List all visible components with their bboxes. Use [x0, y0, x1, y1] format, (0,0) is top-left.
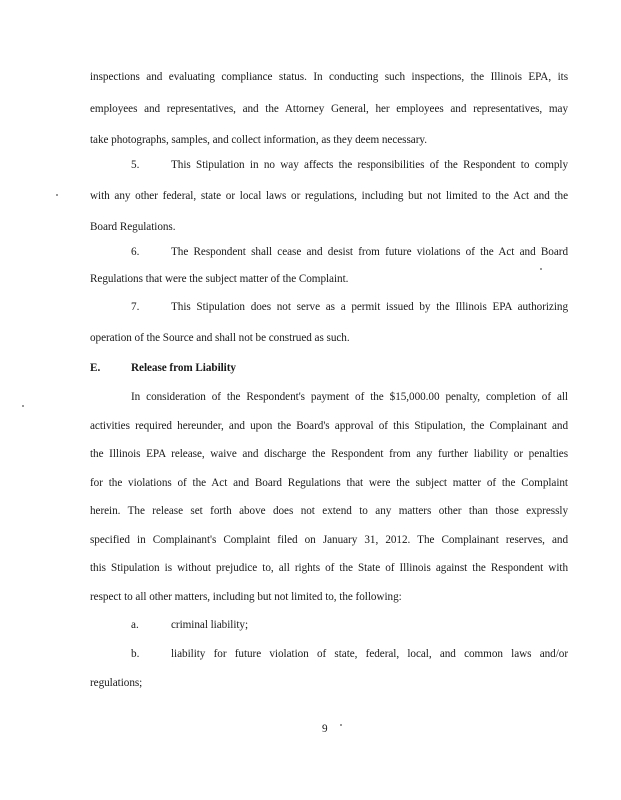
- item-number-7: 7.: [131, 301, 140, 313]
- section-letter: E.: [90, 362, 101, 374]
- release-line-6: specified in Complainant's Complaint filed on January 31, 2012. The Complainant reserves, and: [90, 534, 568, 546]
- item-5-line-1: This Stipulation in no way affects the responsibilities of the Respondent to comply: [171, 159, 568, 171]
- scan-speck: [340, 724, 342, 726]
- paragraph-line-3: take photographs, samples, and collect information, as they deem necessary.: [90, 134, 427, 146]
- scan-speck: [56, 194, 58, 196]
- item-7-line-1: This Stipulation does not serve as a permit issued by the Illinois EPA authorizing: [171, 301, 568, 313]
- paragraph-line-2: employees and representatives, and the Attorney General, her employees and representatives, may: [90, 103, 568, 115]
- paragraph-line-1: inspections and evaluating compliance status. In conducting such inspections, the Illinois EPA, its: [90, 71, 568, 83]
- release-line-3: the Illinois EPA release, waive and discharge the Respondent from any further liability or penalties: [90, 448, 568, 460]
- list-marker-a: a.: [131, 619, 139, 631]
- scan-speck: [22, 405, 24, 407]
- list-item-a: criminal liability;: [171, 619, 249, 631]
- release-line-4: for the violations of the Act and Board Regulations that were the subject matter of the Complaint: [90, 477, 568, 489]
- release-line-5: herein. The release set forth above does not extend to any matters other than those expressly: [90, 505, 568, 517]
- item-5-line-2: with any other federal, state or local laws or regulations, including but not limited to the Act and the: [90, 190, 568, 202]
- item-number-5: 5.: [131, 159, 140, 171]
- item-6-line-2: Regulations that were the subject matter of the Complaint.: [90, 273, 349, 285]
- release-line-1: In consideration of the Respondent's payment of the $15,000.00 penalty, completion of all: [131, 391, 568, 403]
- release-line-2: activities required hereunder, and upon the Board's approval of this Stipulation, the Complainant and: [90, 420, 568, 432]
- scan-speck: [540, 268, 542, 270]
- item-6-line-1: The Respondent shall cease and desist from future violations of the Act and Board: [171, 246, 568, 258]
- item-number-6: 6.: [131, 246, 140, 258]
- section-heading: Release from Liability: [131, 362, 236, 374]
- list-item-b-line-1: liability for future violation of state, federal, local, and common laws and/or: [171, 648, 568, 660]
- release-line-7: this Stipulation is without prejudice to, all rights of the State of Illinois against the Respondent with: [90, 562, 568, 574]
- release-line-8: respect to all other matters, including but not limited to, the following:: [90, 591, 402, 603]
- item-7-line-2: operation of the Source and shall not be construed as such.: [90, 332, 350, 344]
- item-5-line-3: Board Regulations.: [90, 221, 176, 233]
- list-marker-b: b.: [131, 648, 140, 660]
- page-number: 9: [322, 723, 328, 735]
- list-item-b-line-2: regulations;: [90, 677, 143, 689]
